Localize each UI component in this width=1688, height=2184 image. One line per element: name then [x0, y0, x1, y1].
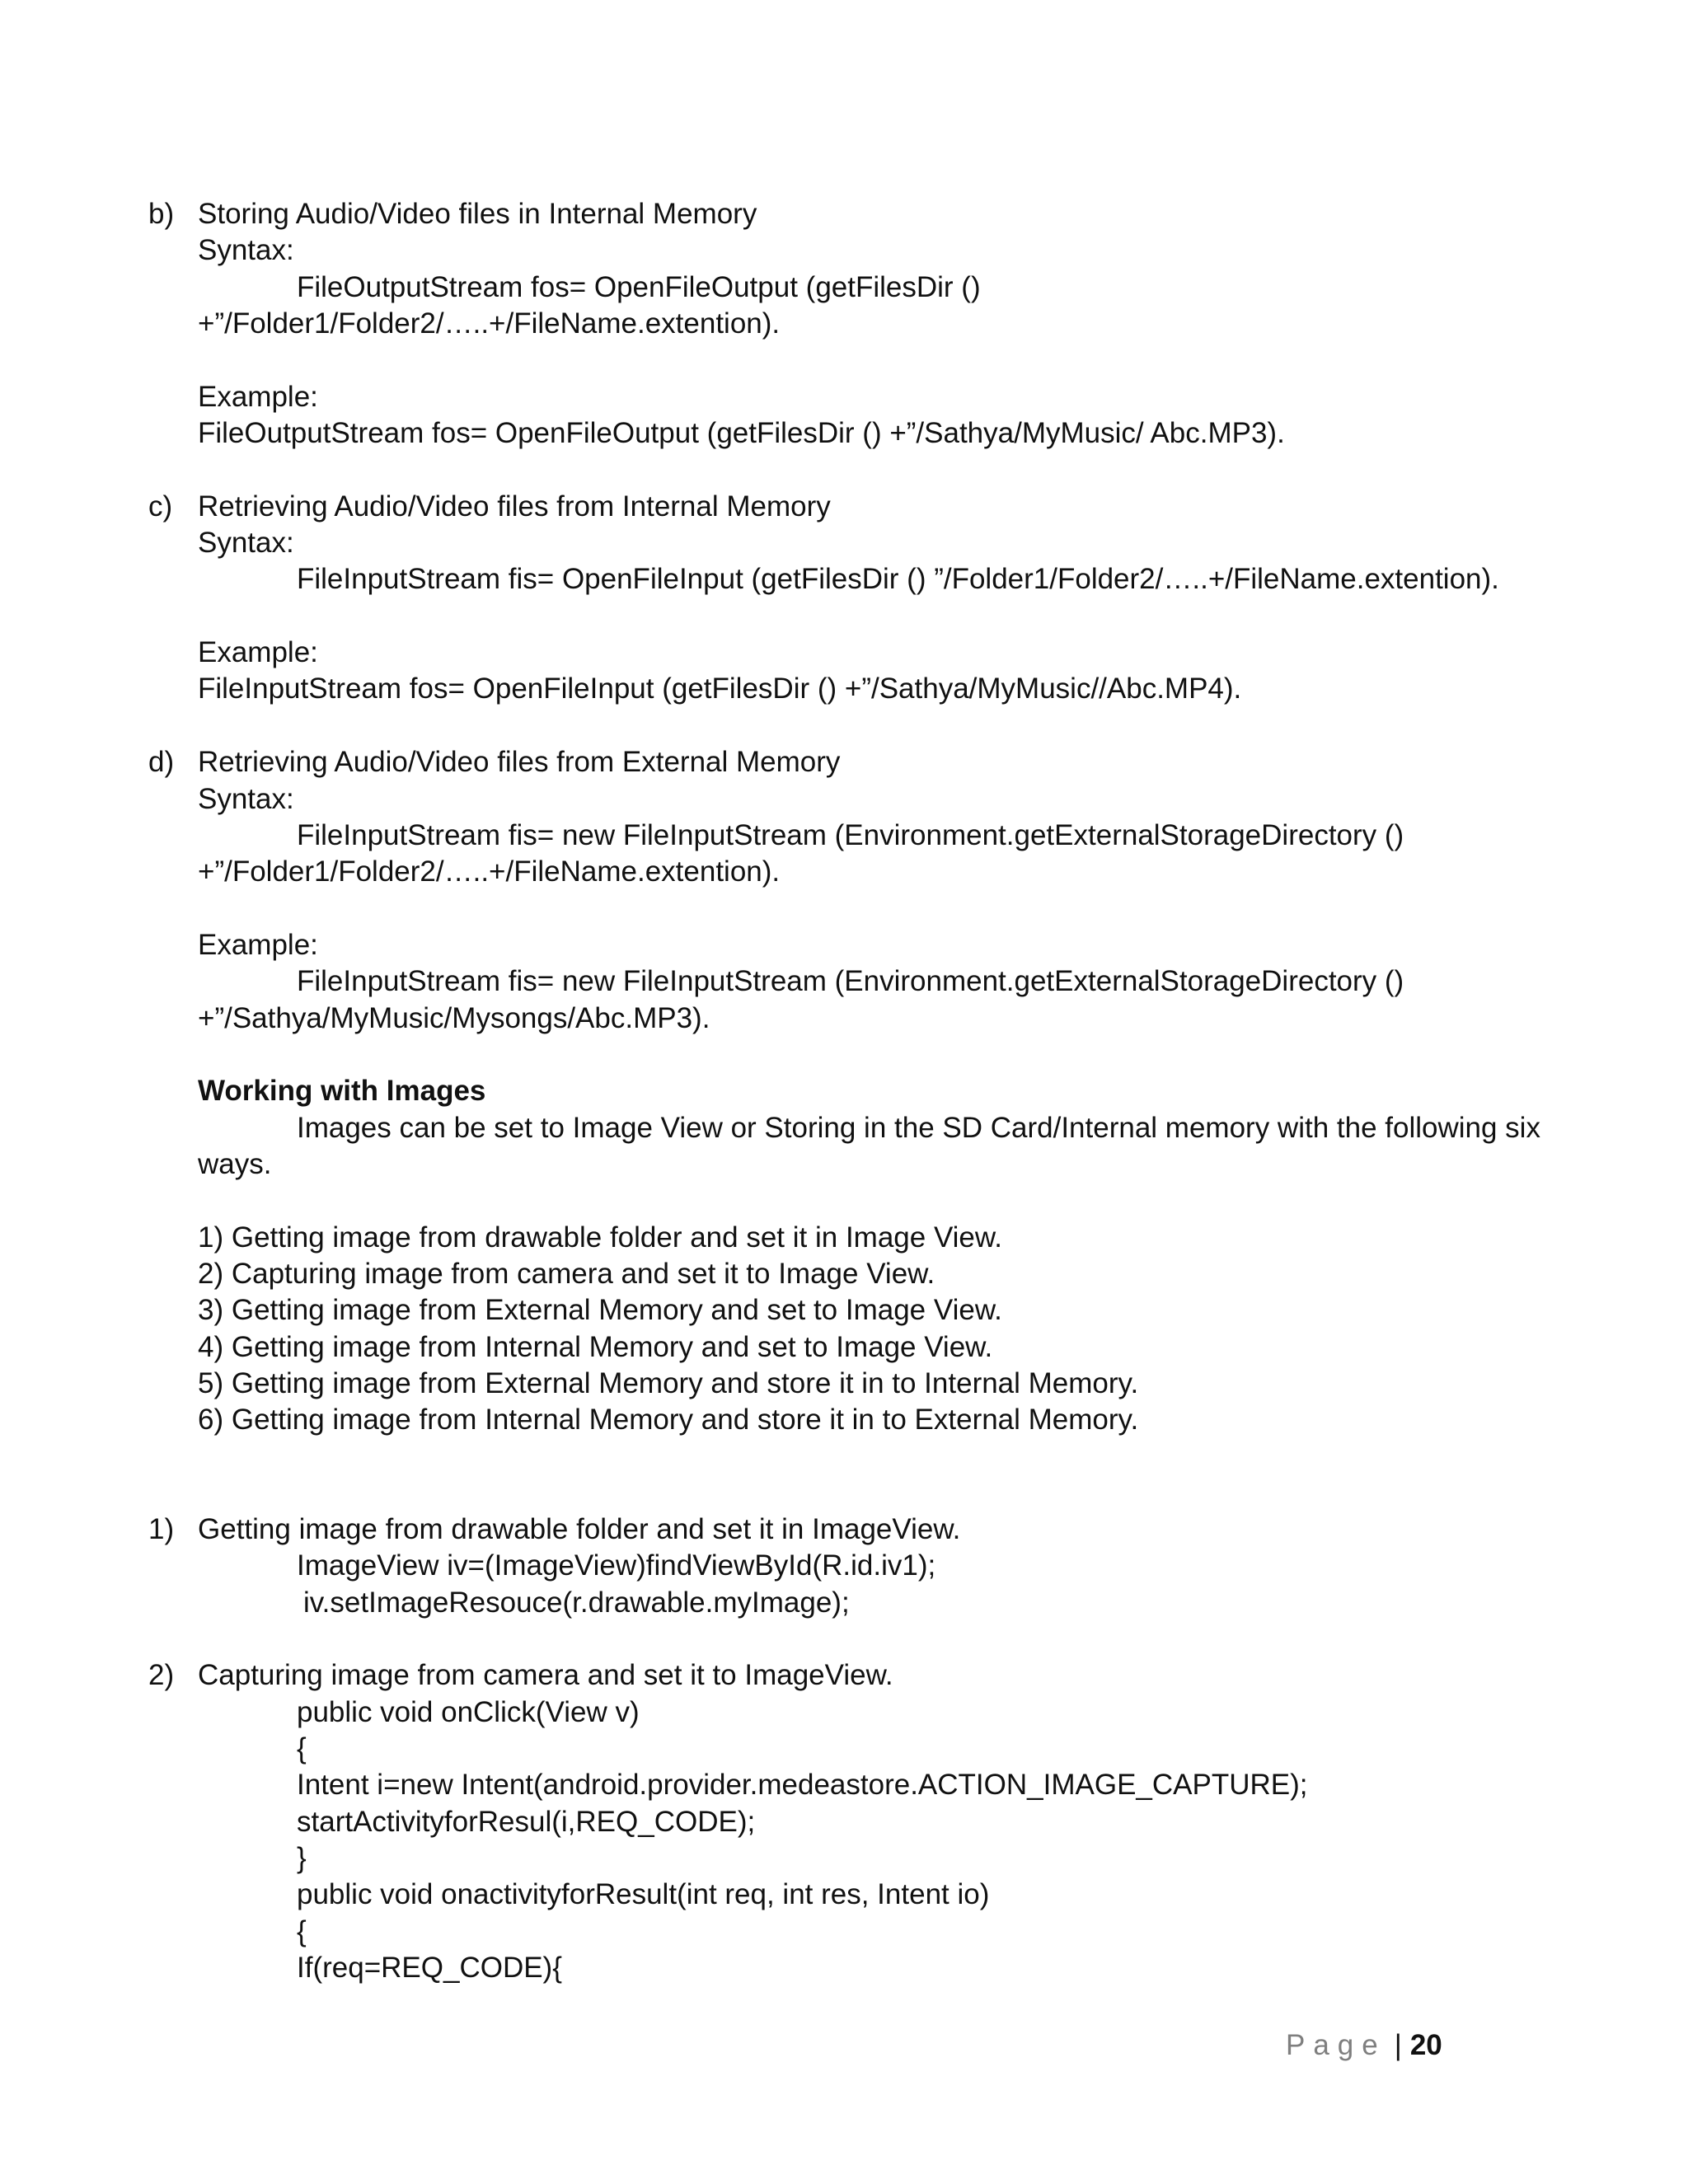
section-d-syntax-line1: FileInputStream fis= new FileInputStream (Environment.getExternalStorageDirectory () — [297, 819, 1404, 851]
section-d-example-line2: +”/Sathya/MyMusic/Mysongs/Abc.MP3). — [198, 1002, 710, 1034]
item-1-title: Getting image from drawable folder and set it in ImageView. — [198, 1513, 961, 1545]
item-2-code-line: { — [297, 1915, 307, 1947]
section-b-title: Storing Audio/Video files in Internal Memory — [198, 198, 757, 230]
section-d-title: Retrieving Audio/Video files from External Memory — [198, 746, 841, 778]
section-d-marker: d) — [148, 746, 175, 778]
images-way-item: 3) Getting image from External Memory and set to Image View. — [198, 1294, 1002, 1326]
images-way-item: 1) Getting image from drawable folder and set it in Image View. — [198, 1221, 1002, 1254]
item-2-code-line: Intent i=new Intent(android.provider.medeastore.ACTION_IMAGE_CAPTURE); — [297, 1769, 1308, 1801]
section-b-example-label: Example: — [198, 381, 318, 413]
images-intro-line2: ways. — [198, 1148, 272, 1180]
section-b-syntax-line2: +”/Folder1/Folder2/…..+/FileName.extention). — [198, 307, 781, 340]
images-heading: Working with Images — [198, 1075, 486, 1107]
item-2-code-line: public void onClick(View v) — [297, 1696, 640, 1728]
section-d-example-label: Example: — [198, 929, 318, 961]
images-way-item: 6) Getting image from Internal Memory and store it in to External Memory. — [198, 1404, 1139, 1436]
item-2-code-line: public void onactivityforResult(int req, int res, Intent io) — [297, 1878, 990, 1910]
page-label: Page — [1286, 2029, 1386, 2061]
section-b-marker: b) — [148, 198, 175, 230]
item-1-code-line: ImageView iv=(ImageView)findViewById(R.id.iv1); — [297, 1549, 936, 1582]
section-d-example-line1: FileInputStream fis= new FileInputStream (Environment.getExternalStorageDirectory () — [297, 965, 1404, 997]
item-2-code-line: If(req=REQ_CODE){ — [297, 1952, 562, 1984]
item-2-code-line: } — [297, 1842, 307, 1874]
images-way-item: 2) Capturing image from camera and set it to Image View. — [198, 1258, 935, 1290]
section-b-example-line1: FileOutputStream fos= OpenFileOutput (getFilesDir () +”/Sathya/MyMusic/ Abc.MP3). — [198, 417, 1285, 449]
images-way-item: 4) Getting image from Internal Memory and set to Image View. — [198, 1331, 993, 1363]
section-c-syntax-line1: FileInputStream fis= OpenFileInput (getFilesDir () ”/Folder1/Folder2/…..+/FileName.extention). — [297, 563, 1499, 595]
section-b-syntax-line1: FileOutputStream fos= OpenFileOutput (getFilesDir () — [297, 271, 981, 303]
item-2-code-line: { — [297, 1732, 307, 1765]
section-c-syntax-label: Syntax: — [198, 527, 294, 559]
section-d-syntax-line2: +”/Folder1/Folder2/…..+/FileName.extention). — [198, 855, 781, 888]
section-c-marker: c) — [148, 490, 173, 523]
images-way-item: 5) Getting image from External Memory and store it in to Internal Memory. — [198, 1367, 1139, 1399]
item-2-marker: 2) — [148, 1659, 175, 1691]
item-1-marker: 1) — [148, 1513, 175, 1545]
page-number: 20 — [1409, 2029, 1442, 2061]
item-2-title: Capturing image from camera and set it to ImageView. — [198, 1659, 893, 1691]
page-separator: | — [1394, 2029, 1402, 2061]
page-footer — [1286, 2027, 1442, 2064]
section-c-title: Retrieving Audio/Video files from Internal Memory — [198, 490, 831, 523]
section-c-example-line1: FileInputStream fos= OpenFileInput (getFilesDir () +”/Sathya/MyMusic//Abc.MP4). — [198, 673, 1242, 705]
section-b-syntax-label: Syntax: — [198, 234, 294, 266]
item-1-code-line: iv.setImageResouce(r.drawable.myImage); — [303, 1586, 850, 1619]
images-intro-line1: Images can be set to Image View or Storing in the SD Card/Internal memory with the following six — [297, 1112, 1540, 1144]
section-c-example-label: Example: — [198, 636, 318, 668]
item-2-code-line: startActivityforResul(i,REQ_CODE); — [297, 1806, 756, 1838]
section-d-syntax-label: Syntax: — [198, 783, 294, 815]
